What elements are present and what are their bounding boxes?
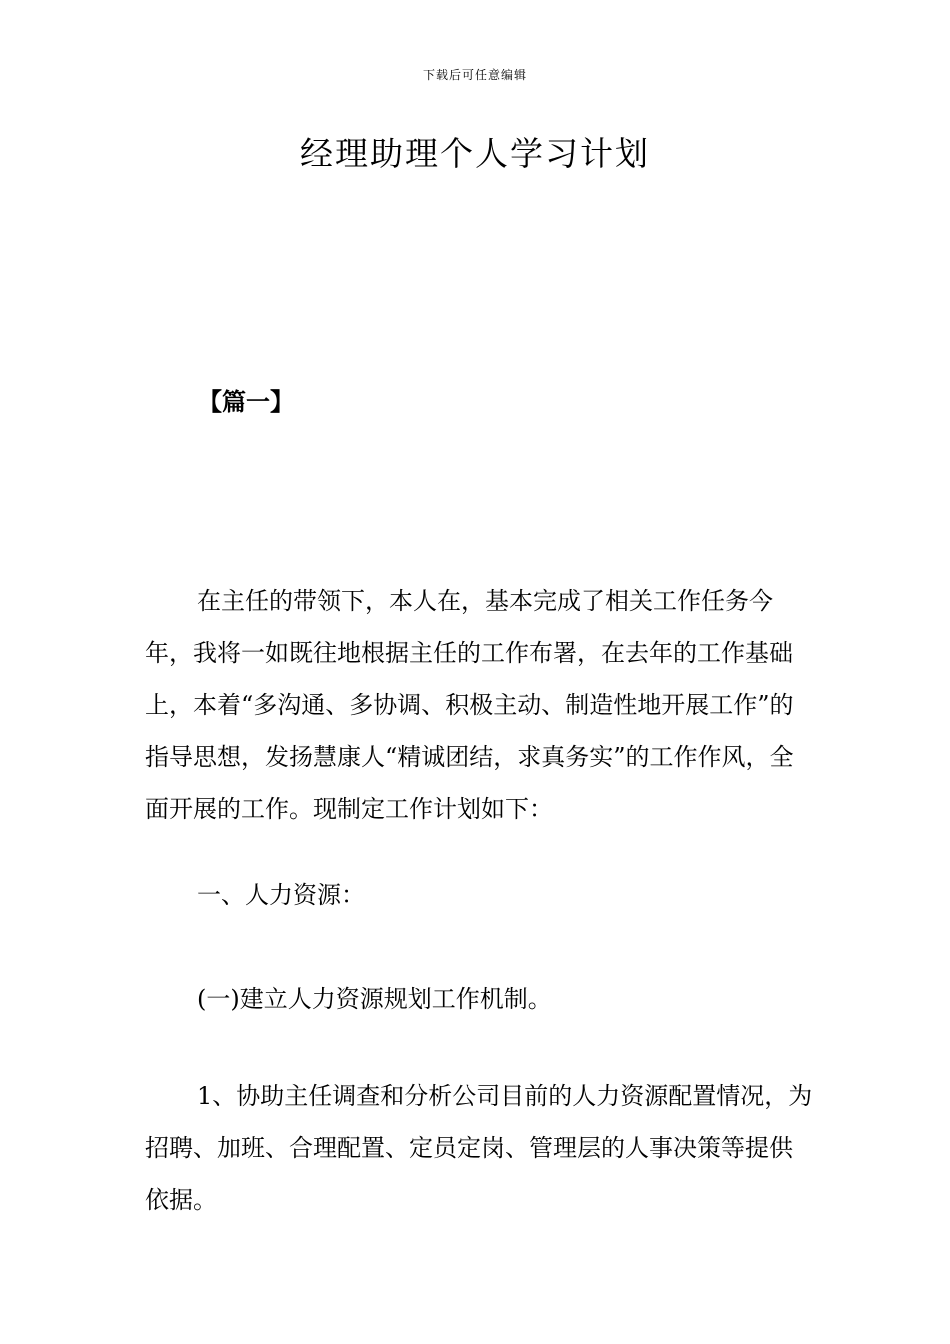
header-note: 下载后可任意编辑 <box>422 68 527 82</box>
section-tag: 【篇一】 <box>198 388 294 416</box>
subheading-planning-mechanism: (一)建立人力资源规划工作机制。 <box>197 985 552 1013</box>
document-title: 经理助理个人学习计划 <box>300 134 650 173</box>
intro-paragraph: 在主任的带领下，本人在，基本完成了相关工作任务今年，我将一如既往地根据主任的工作布署，在去年的工作基础上，本着“多沟通、多协调、积极主动、制造性地开展工作”的指导思想，发扬慧康人“精诚团结，求真务实”的工作作风，全面开展的工作。现制定工作计划如下： <box>145 587 794 823</box>
list-item-1: 1、协助主任调查和分析公司目前的人力资源配置情况，为招聘、加班、合理配置、定员定岗、管理层的人事决策等提供依据。 <box>145 1082 813 1214</box>
heading-human-resources: 一、人力资源： <box>197 881 365 909</box>
